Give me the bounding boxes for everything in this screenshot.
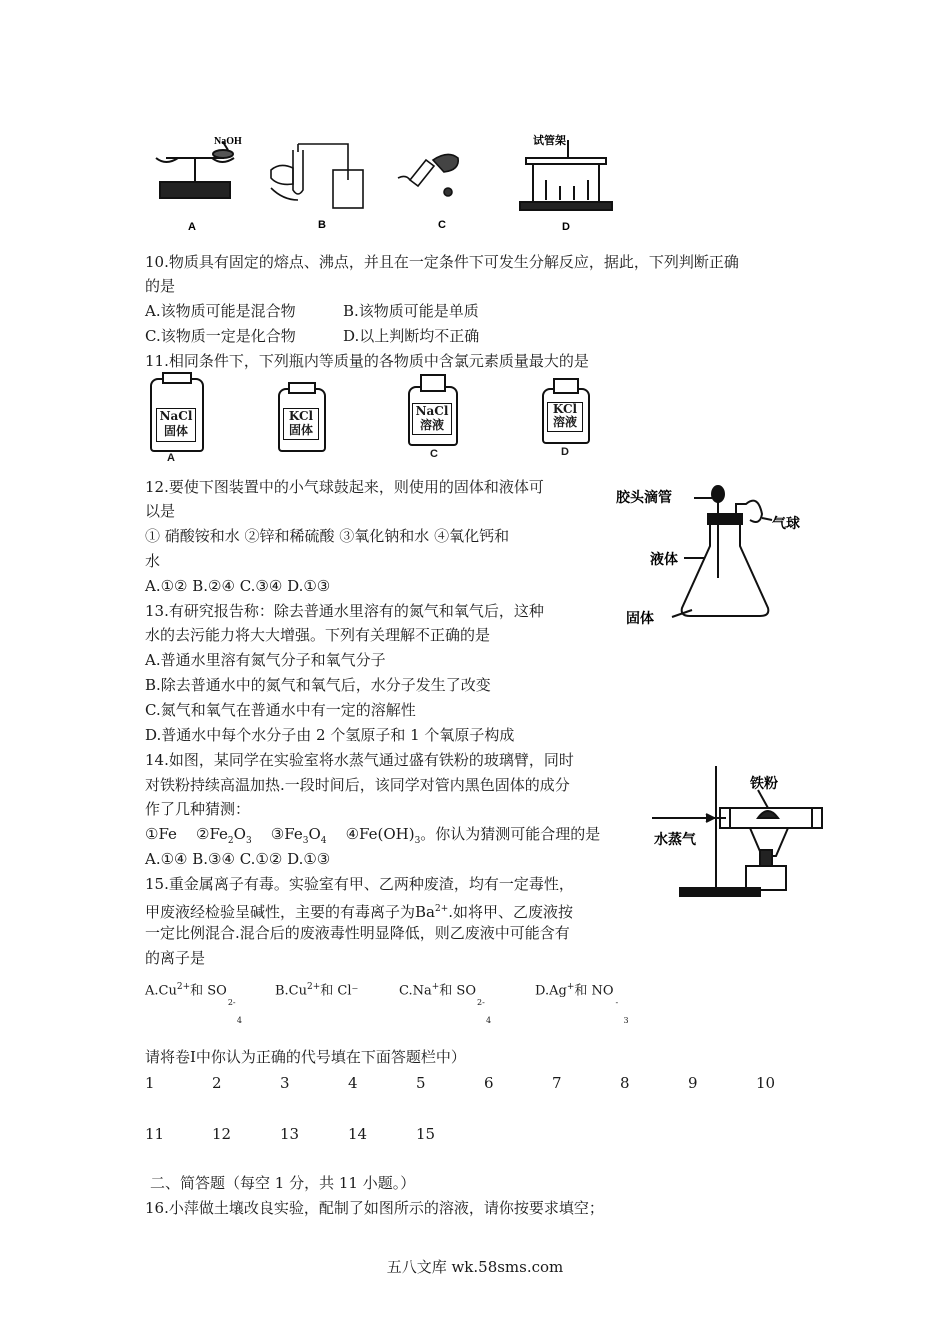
- iron-steam-figure: [650, 760, 830, 905]
- bottle-d-label-1: KCl: [552, 402, 578, 416]
- bottle-a-neck: [162, 372, 192, 384]
- q13-stem-line1: 13.有研究报告称：除去普通水里溶有的氮气和氧气后，这种: [145, 602, 544, 620]
- answer-num: 13: [280, 1125, 300, 1143]
- bottle-b-neck: [288, 382, 316, 394]
- answer-num: 3: [280, 1074, 290, 1092]
- bottle-a-label: [156, 408, 196, 442]
- iron-powder-label: 铁粉: [750, 776, 778, 792]
- section2-title: 二、简答题（每空 1 分，共 11 小题。）: [150, 1174, 416, 1192]
- q12-stem-line2: 以是: [145, 502, 176, 520]
- q12-choices-line: ① 硝酸铵和水 ②锌和稀硫酸 ③氧化钠和水 ④氧化钙和: [145, 527, 510, 545]
- answer-num: 9: [688, 1074, 698, 1092]
- answer-num: 12: [212, 1125, 232, 1143]
- bottle-a-label-2: 固体: [163, 424, 188, 438]
- fig9-label-b: B: [318, 219, 326, 231]
- tube-beaker-figure: [271, 144, 363, 208]
- answer-num: 10: [756, 1074, 776, 1092]
- dropper-label: 胶头滴管: [616, 490, 672, 506]
- q10-option-a: A.该物质可能是混合物: [145, 302, 296, 320]
- q10-option-b: B.该物质可能是单质: [343, 302, 479, 320]
- q13-option-d: D.普通水中每个水分子由 2 个氢原子和 1 个氧原子构成: [145, 726, 515, 744]
- q16-stem: 16.小萍做土壤改良实验，配制了如图所示的溶液，请你按要求填空；: [145, 1199, 604, 1217]
- q15-option-a: $A.Cu^{2+}$和 SO 2- 4: [145, 982, 242, 1026]
- bottle-d-letter: D: [561, 446, 569, 458]
- answer-num: 7: [552, 1074, 562, 1092]
- q9-apparatus-figure: [148, 130, 618, 235]
- q12-choices-line2: 水: [145, 552, 161, 570]
- guess-fe3o4: $③Fe_3O_4$: [270, 825, 327, 846]
- answer-num: 15: [416, 1125, 436, 1143]
- q13-stem-line2: 水的去污能力将大大增强。下列有关理解不正确的是: [145, 626, 491, 644]
- q15-stem-line3: 一定比例混合.混合后的废液毒性明显降低，则乙废液中可能含有: [145, 924, 570, 942]
- bottle-c-label: [412, 403, 452, 435]
- pouring-figure: [398, 154, 458, 196]
- q14-stem-line1: 14.如图，某同学在实验室将水蒸气通过盛有铁粉的玻璃臂，同时: [145, 751, 574, 769]
- q15-option-d: D.Ag+和 NO - 3: [535, 982, 629, 1026]
- q10-stem-line1: 10.物质具有固定的熔点、沸点，并且在一定条件下可发生分解反应，据此，下列判断正确: [145, 253, 739, 271]
- q15-stem-line2: 甲废液经检验呈碱性，主要的有毒离子为$Ba^{2+}$.如将甲、乙废液按: [145, 903, 574, 921]
- q13-option-a: A.普通水里溶有氮气分子和氧气分子: [145, 651, 386, 669]
- answer-num: 4: [348, 1074, 358, 1092]
- fig9-label-d: D: [562, 221, 570, 233]
- q10-option-d: D.以上判断均不正确: [343, 327, 480, 345]
- bottle-c-label-2: 溶液: [419, 418, 444, 432]
- bottle-d-label-2: 溶液: [552, 415, 577, 429]
- q12-options: A.①② B.②④ C.③④ D.①③: [145, 577, 331, 595]
- naoh-label: NaOH: [214, 136, 242, 147]
- bottle-c-letter: C: [430, 448, 438, 460]
- solid-label: 固体: [626, 611, 654, 627]
- q14-question: 。你认为猜测可能合理的是: [420, 825, 601, 843]
- rack-label: 试管架: [533, 135, 566, 147]
- flask-balloon-figure: [612, 480, 817, 640]
- q14-stem-line3: 作了几种猜测：: [145, 800, 251, 818]
- bottle-b-label-2: 固体: [288, 423, 313, 437]
- bottle-c-neck: [420, 374, 446, 392]
- bottle-b-label: [283, 408, 319, 440]
- q15-option-c: C.Na+和 SO 2- 4: [399, 982, 492, 1026]
- steam-label: 水蒸气: [654, 832, 696, 848]
- fig9-label-a: A: [188, 221, 196, 233]
- page-footer: 五八文库 wk.58sms.com: [386, 1258, 564, 1276]
- q15-stem-line4: 的离子是: [145, 949, 206, 967]
- bottle-c-label-1: NaCl: [415, 404, 449, 418]
- bottle-d-label: [547, 402, 583, 432]
- answer-num: 14: [348, 1125, 368, 1143]
- answer-num: 5: [416, 1074, 426, 1092]
- test-tube-rack-figure: [520, 140, 612, 210]
- bottle-b-label-1: KCl: [288, 409, 314, 423]
- q13-option-c: C.氮气和氧气在普通水中有一定的溶解性: [145, 701, 416, 719]
- q10-option-c: C.该物质一定是化合物: [145, 327, 296, 345]
- answer-num: 1: [145, 1074, 155, 1092]
- liquid-label: 液体: [650, 552, 678, 568]
- answer-num: 11: [145, 1125, 165, 1143]
- q11-stem: 11.相同条件下，下列瓶内等质量的各物质中含氯元素质量最大的是: [145, 352, 589, 370]
- bottle-a-letter: A: [167, 452, 175, 464]
- guess-fe2o3: $②Fe_2O_3$: [196, 825, 252, 846]
- answer-instruction: 请将卷Ⅰ中你认为正确的代号填在下面答题栏中）: [145, 1048, 466, 1066]
- fig9-label-c: C: [438, 219, 446, 231]
- q13-option-b: B.除去普通水中的氮气和氧气后，水分子发生了改变: [145, 676, 491, 694]
- q14-stem-line2: 对铁粉持续高温加热.一段时间后，该同学对管内黑色固体的成分: [145, 776, 570, 794]
- bottle-a-label-1: NaCl: [159, 409, 193, 423]
- bottle-d-neck: [553, 378, 579, 394]
- q14-options: A.①④ B.③④ C.①② D.①③: [145, 850, 331, 868]
- answer-num: 6: [484, 1074, 494, 1092]
- q12-stem-line1: 12.要使下图装置中的小气球鼓起来，则使用的固体和液体可: [145, 478, 544, 496]
- balance-figure: [156, 142, 234, 198]
- q15-option-b: $B.Cu^{2+}$和 Cl⁻: [275, 982, 359, 999]
- balloon-label: 气球: [772, 516, 800, 532]
- guess-feoh3: $④Fe(OH)_3$: [345, 825, 421, 846]
- q10-stem-line2: 的是: [145, 277, 176, 295]
- answer-num: 8: [620, 1074, 630, 1092]
- guess-fe: ①Fe: [145, 825, 177, 843]
- q15-stem-line1: 15.重金属离子有毒。实验室有甲、乙两种废渣，均有一定毒性，: [145, 875, 574, 893]
- answer-num: 2: [212, 1074, 222, 1092]
